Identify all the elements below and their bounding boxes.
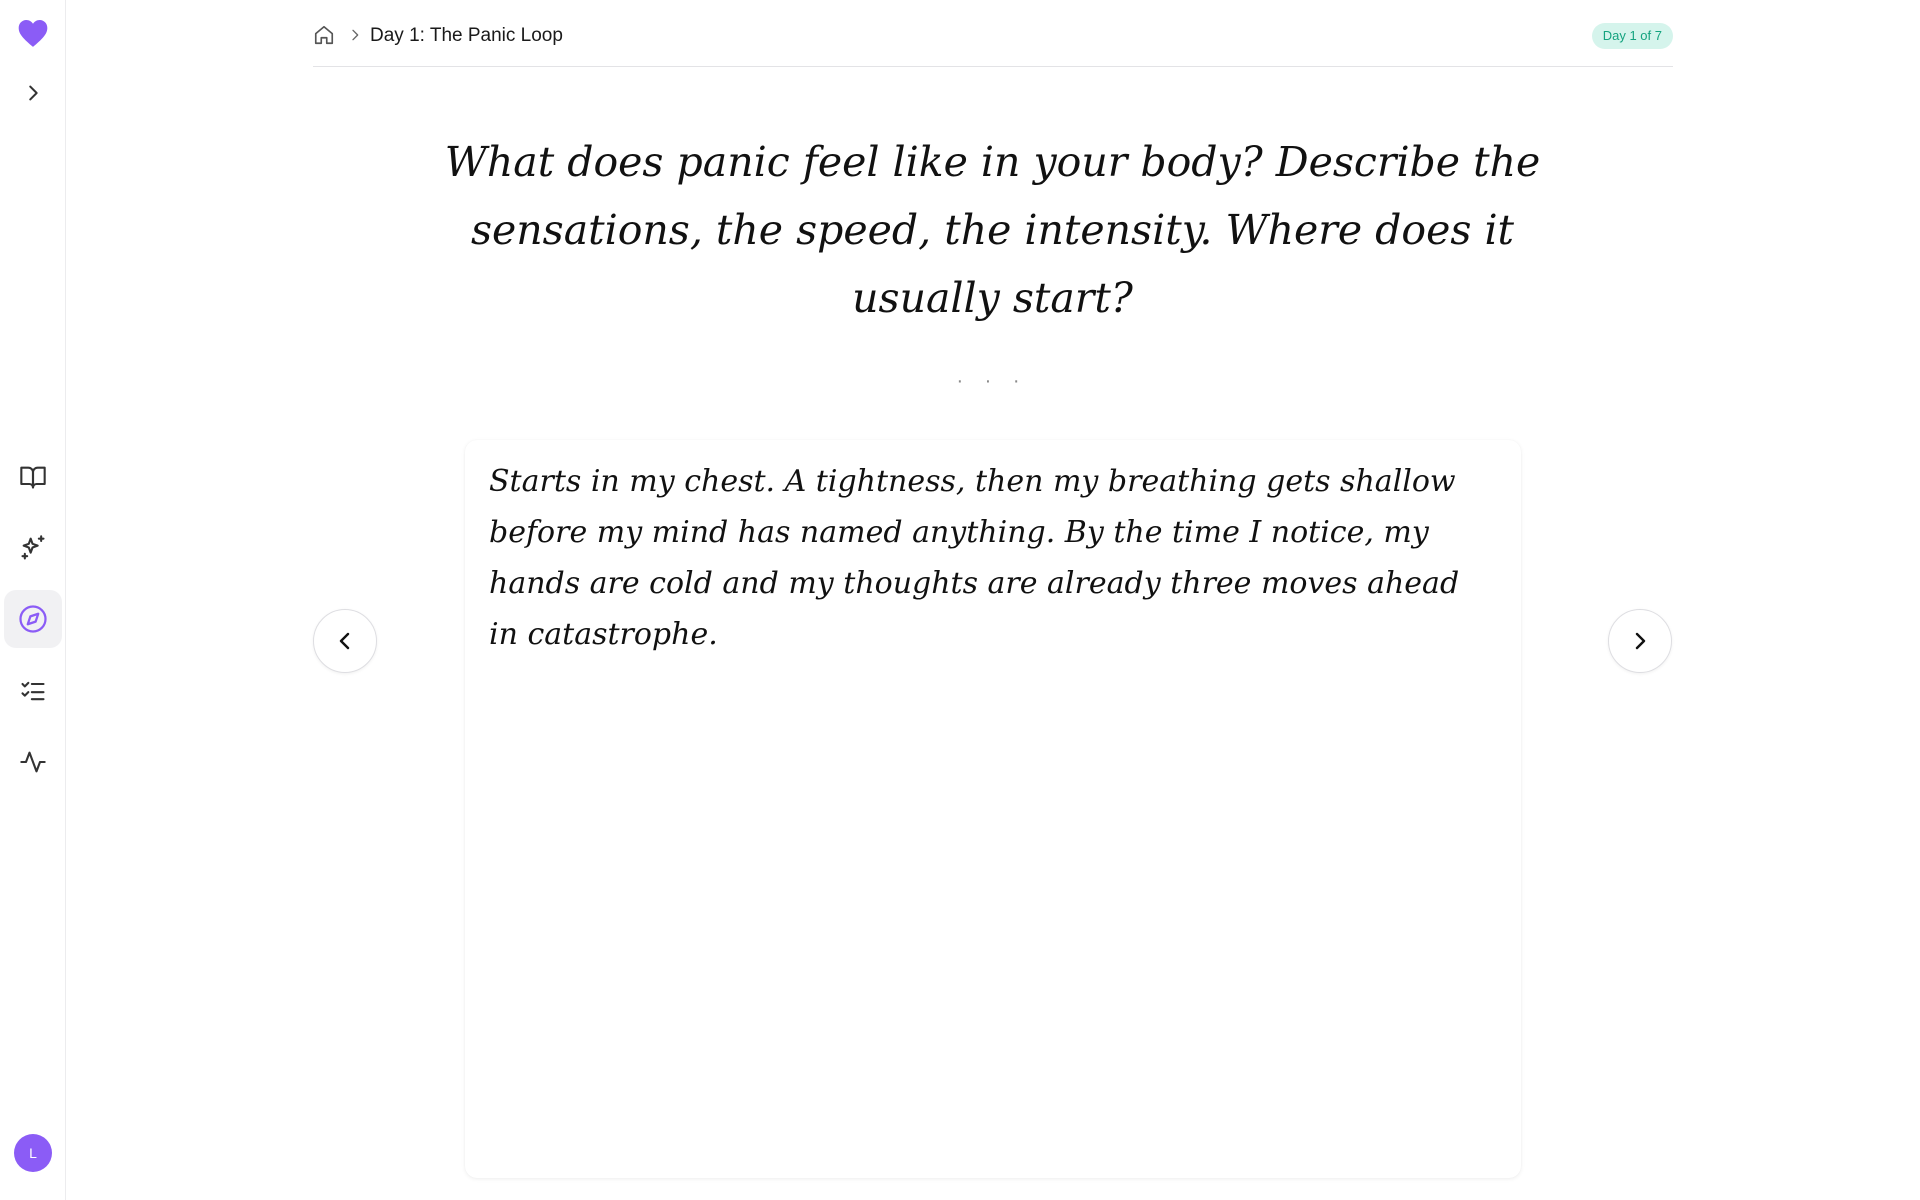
sidebar-item-explore[interactable] [4,590,62,648]
prompt-text: What does panic feel like in your body? Describe the sensations, the speed, the intensity. Where does it usually start? [444,138,1541,322]
chevron-right-icon [1628,629,1652,653]
breadcrumb-current: Day 1: The Panic Loop [370,25,563,46]
breadcrumb [313,18,1673,67]
sidebar-item-activity[interactable] [4,733,62,791]
home-icon [313,24,335,46]
sidebar-item-journal[interactable] [4,448,62,506]
book-open-icon [19,463,47,491]
activity-icon [19,748,47,776]
breadcrumb-separator [347,27,363,48]
breadcrumb-home[interactable] [313,24,335,51]
app-logo[interactable] [4,4,62,62]
avatar-initial: L [29,1145,37,1161]
avatar[interactable] [14,1134,52,1172]
status-badge: Day 1 of 7 [1592,23,1673,49]
heart-icon [16,18,50,48]
next-button[interactable] [1608,609,1672,673]
checklist-icon [19,677,47,705]
sidebar-item-insights[interactable] [4,519,62,577]
sidebar-expand-button[interactable] [4,64,62,122]
sidebar-item-tasks[interactable] [4,662,62,720]
chevron-left-icon [333,629,357,653]
response-card[interactable] [465,440,1521,1178]
response-text[interactable]: Starts in my chest. A tightness, then my breathing gets shallow before my mind has named anything. By the time I notice, my hands are cold and my thoughts are already three moves ahead in catastrophe. [489,464,1460,652]
previous-button[interactable] [313,609,377,673]
chevron-right-icon [22,82,44,104]
compass-icon [18,604,48,634]
sidebar [0,0,66,1200]
sparkles-icon [19,534,47,562]
chevron-right-icon [347,27,363,43]
divider-dots: · · · [956,370,1028,392]
